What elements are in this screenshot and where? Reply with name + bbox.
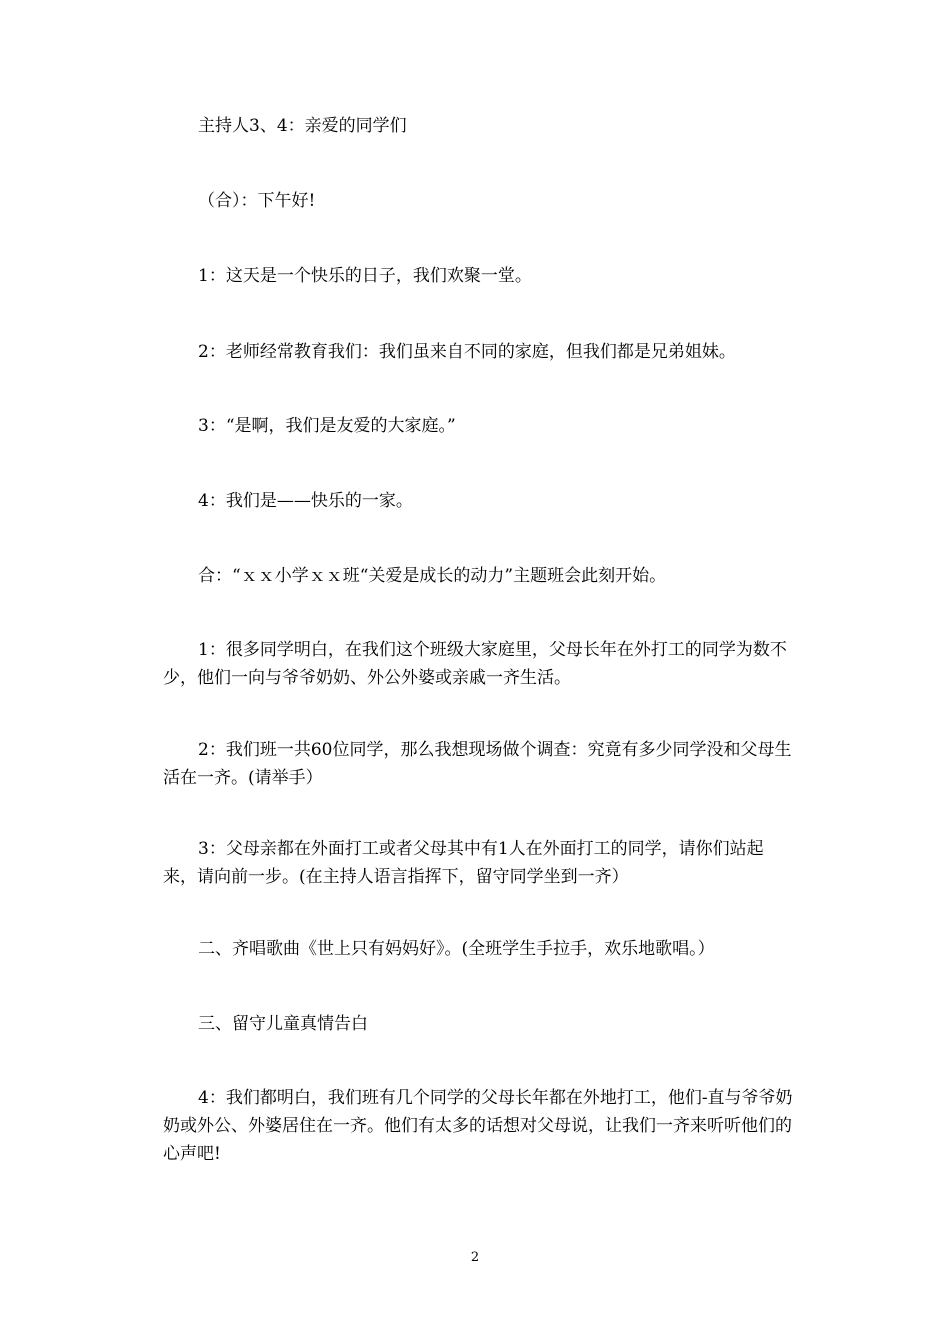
paragraph-11: 二、齐唱歌曲《世上只有妈妈好》。(全班学生手拉手，欢乐地歌唱。） <box>198 939 715 959</box>
paragraph-9: 2：我们班一共60位同学，那么我想现场做个调查：究竟有多少同学没和父母生活在一齐。(请举手） <box>163 740 792 788</box>
page-number: 2 <box>470 1250 480 1265</box>
paragraph-4: 2：老师经常教育我们：我们虽来自不同的家庭，但我们都是兄弟姐妹。 <box>198 342 736 362</box>
paragraph-6: 4：我们是——快乐的一家。 <box>198 491 413 511</box>
paragraph-8: 1：很多同学明白，在我们这个班级大家庭里，父母长年在外打工的同学为数不少，他们一向与爷爷奶奶、外公外婆或亲戚一齐生活。 <box>163 640 787 688</box>
paragraph-7: 合：“ｘｘ小学ｘｘ班“关爱是成长的动力”主题班会此刻开始。 <box>198 566 667 586</box>
paragraph-12: 三、留守儿童真情告白 <box>198 1014 368 1034</box>
paragraph-10: 3：父母亲都在外面打工或者父母其中有1人在外面打工的同学，请你们站起来，请向前一步。(在主持人语言指挥下，留守同学坐到一齐） <box>163 839 764 887</box>
paragraph-3: 1：这天是一个快乐的日子，我们欢聚一堂。 <box>198 266 532 286</box>
paragraph-5: 3：“是啊，我们是友爱的大家庭。” <box>198 416 456 436</box>
paragraph-2: （合）：下午好! <box>198 191 316 211</box>
paragraph-13: 4：我们都明白，我们班有几个同学的父母长年都在外地打工，他们-直与爷爷奶奶或外公、外婆居住在一齐。他们有太多的话想对父母说，让我们一齐来听听他们的心声吧! <box>163 1088 793 1164</box>
paragraph-1: 主持人3、4：亲爱的同学们 <box>198 116 407 136</box>
